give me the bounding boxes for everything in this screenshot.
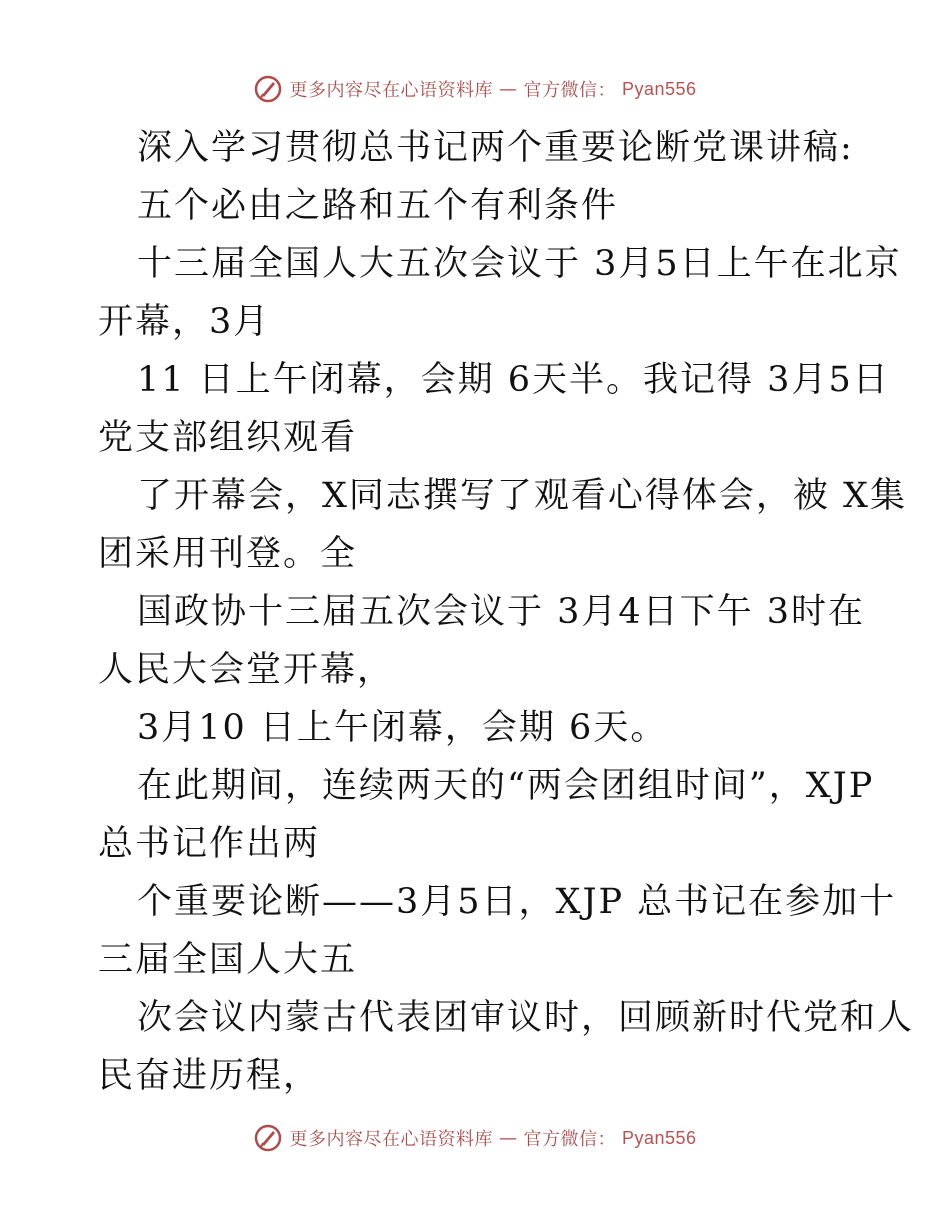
body-line: 三届全国人大五: [98, 940, 358, 980]
body-line: 国政协十三届五次会议于 3月4日下午 3时在: [137, 592, 866, 632]
watermark-wechat-id: Pyan556: [621, 78, 697, 99]
body-line: 十三届全国人大五次会议于 3月5日上午在北京: [137, 244, 902, 284]
body-line: 总书记作出两: [98, 824, 321, 864]
watermark-text: 更多内容尽在心语资料库: [289, 80, 493, 101]
body-line: 团采用刊登。全: [98, 534, 358, 574]
watermark-separator: —: [498, 1127, 518, 1149]
body-line: 人民大会堂开幕，: [98, 650, 395, 690]
watermark-wechat-id: Pyan556: [621, 1127, 697, 1148]
footer-watermark: [0, 1123, 950, 1153]
watermark-separator: —: [498, 78, 518, 100]
body-line: 五个必由之路和五个有利条件: [137, 186, 619, 226]
quill-seal-icon: [253, 74, 283, 104]
body-line: 个重要论断——3月5日，XJP 总书记在参加十: [137, 882, 897, 922]
watermark-label: 官方微信：: [523, 1129, 616, 1150]
body-line: 3月10 日上午闭幕，会期 6天。: [137, 708, 668, 748]
body-line: 了开幕会，X同志撰写了观看心得体会，被 X集: [137, 476, 907, 516]
body-line: 次会议内蒙古代表团审议时，回顾新时代党和人: [137, 998, 915, 1038]
quill-seal-icon: [253, 1123, 283, 1153]
body-line: 在此期间，连续两天的“两会团组时间”，XJP: [137, 766, 875, 806]
watermark-text: 更多内容尽在心语资料库: [289, 1129, 493, 1150]
body-line: 党支部组织观看: [98, 418, 358, 458]
watermark-label: 官方微信：: [523, 80, 616, 101]
body-line: 民奋进历程，: [98, 1056, 321, 1096]
body-line: 深入学习贯彻总书记两个重要论断党课讲稿:: [137, 128, 854, 168]
header-watermark: [0, 74, 950, 104]
body-line: 开幕，3月: [98, 302, 271, 342]
body-line: 11 日上午闭幕，会期 6天半。我记得 3月5日: [137, 360, 890, 400]
